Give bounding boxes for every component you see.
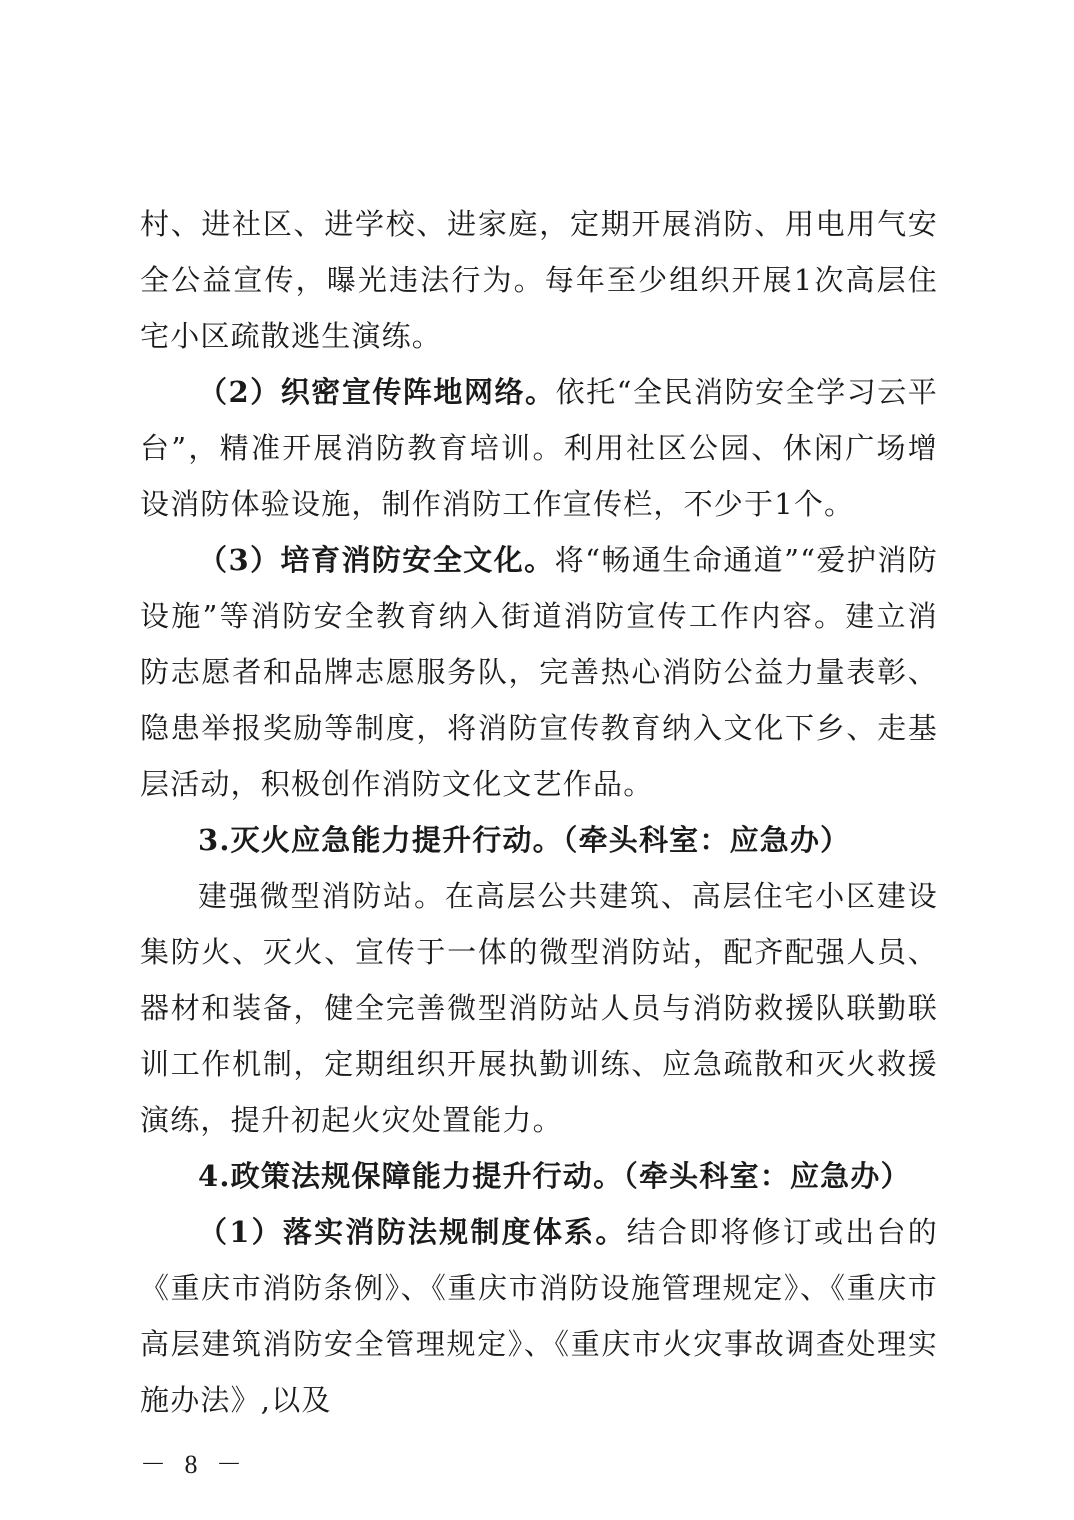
paragraph-lead: （2）织密宣传阵地网络。 [198,375,556,409]
document-body [140,196,938,1428]
paragraph-text: 将“畅通生命通道”“爱护消防设施”等消防安全教育纳入街道消防宣传工作内容。建立消防志愿者和品牌志愿服务队，完善热心消防公益力量表彰、隐患举报奖励等制度，将消防宣传教育纳入文化下乡、走基层活动，积极创作消防文化文艺作品。 [140,543,938,801]
paragraph-propaganda-network [140,364,938,532]
paragraph-continuation [140,196,938,364]
page-number: － 8 － [140,1450,249,1479]
paragraph-text: 村、进社区、进学校、进家庭，定期开展消防、用电用气安全公益宣传，曝光违法行为。每年至少组织开展1次高层住宅小区疏散逃生演练。 [140,207,938,353]
paragraph-micro-fire-station [140,868,938,1148]
heading-text: 3.灭火应急能力提升行动。（牵头科室：应急办） [198,823,851,857]
paragraph-regulations [140,1204,938,1428]
paragraph-lead: （3）培育消防安全文化。 [198,543,555,577]
paragraph-text: 建强微型消防站。在高层公共建筑、高层住宅小区建设集防火、灭火、宣传于一体的微型消防站，配齐配强人员、器材和装备，健全完善微型消防站人员与消防救援队联勤联训工作机制，定期组织开展执勤训练、应急疏散和灭火救援演练，提升初起火灾处置能力。 [140,879,938,1137]
section-heading-3 [140,812,938,868]
paragraph-text: 结合即将修订或出台的《重庆市消防条例》、《重庆市消防设施管理规定》、《重庆市高层建筑消防安全管理规定》、《重庆市火灾事故调查处理实施办法》,以及 [140,1215,938,1417]
section-heading-4 [140,1148,938,1204]
heading-text: 4.政策法规保障能力提升行动。（牵头科室：应急办） [198,1159,911,1193]
paragraph-fire-culture [140,532,938,812]
paragraph-lead: （1）落实消防法规制度体系。 [198,1215,627,1249]
paragraph-text: 依托“全民消防安全学习云平台”，精准开展消防教育培训。利用社区公园、休闲广场增设消防体验设施，制作消防工作宣传栏，不少于1个。 [140,375,938,521]
